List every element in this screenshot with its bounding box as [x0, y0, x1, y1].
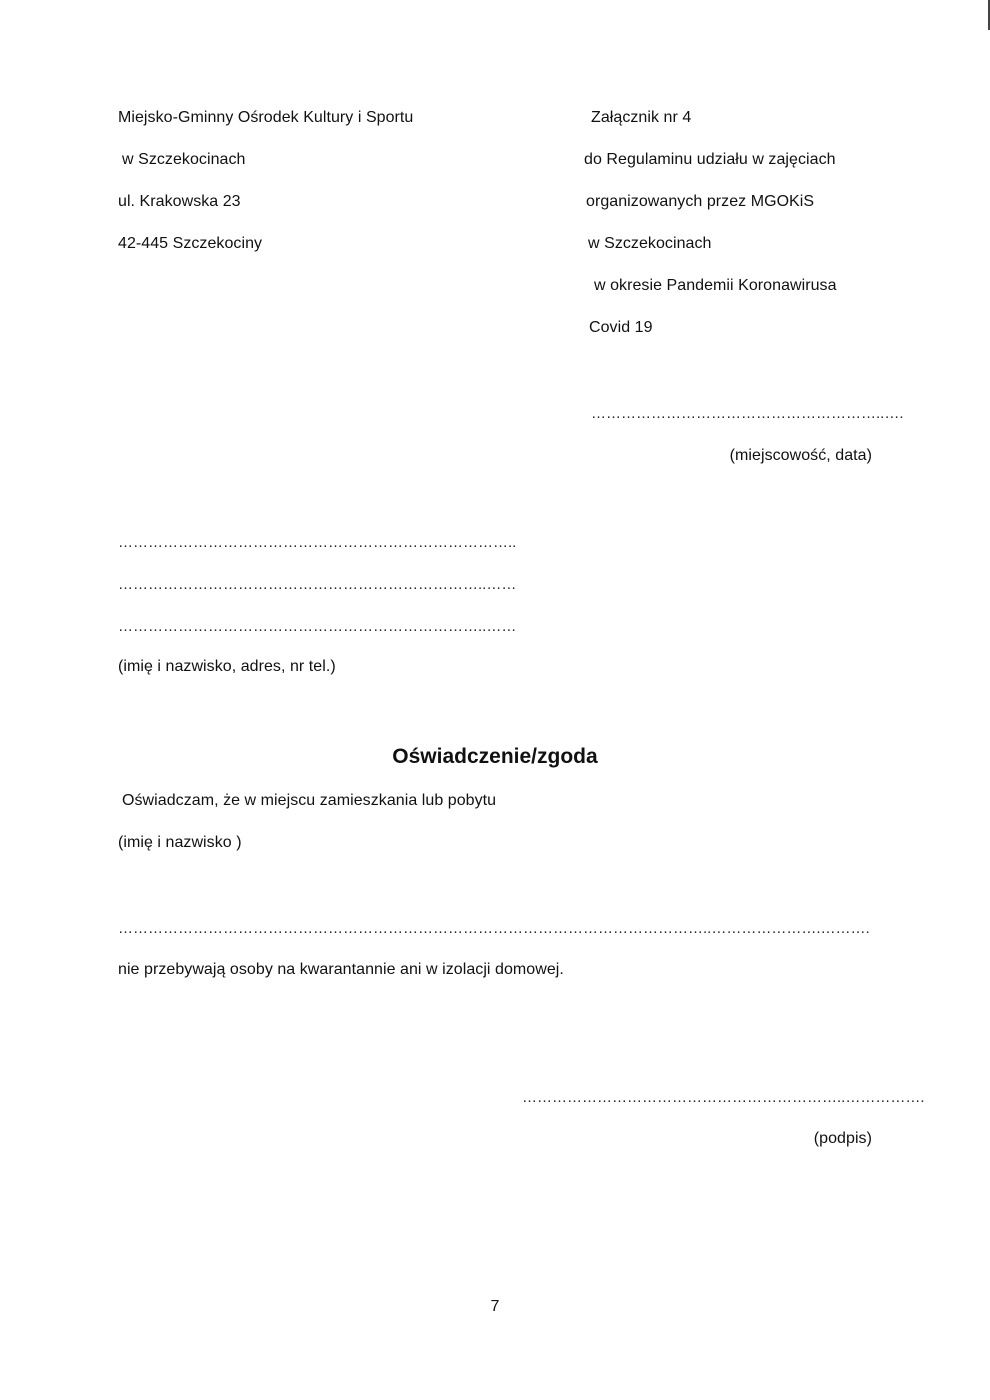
person-field-line2[interactable]: ………………………………………………………………..……	[118, 576, 517, 593]
declaration-text-line2: (imię i nazwisko )	[118, 834, 242, 851]
attachment-desc-line3: w Szczekocinach	[588, 235, 712, 252]
declaration-text-line3: nie przebywają osoby na kwarantannie ani w izolacji domowej.	[118, 961, 564, 978]
attachment-number: Załącznik nr 4	[591, 109, 692, 126]
signature-field[interactable]: ………………………………………………………..…………….	[522, 1089, 925, 1106]
person-field-line1[interactable]: ……………………………………………………………………..	[118, 534, 517, 551]
place-date-label: (miejscowość, data)	[729, 447, 872, 464]
page-number: 7	[490, 1298, 500, 1315]
institution-name: Miejsko-Gminny Ośrodek Kultury i Sportu	[118, 109, 414, 126]
attachment-desc-line2: organizowanych przez MGOKiS	[586, 193, 815, 210]
declaration-text-line1: Oświadczam, że w miejscu zamieszkania lub pobytu	[122, 792, 497, 809]
institution-street: ul. Krakowska 23	[118, 193, 241, 210]
person-field-line3[interactable]: ………………………………………………………………..……	[118, 618, 517, 635]
institution-city-line: w Szczekocinach	[122, 151, 246, 168]
declaration-name-field[interactable]: ………………………………………………………………………………………………………..………………….……….	[118, 920, 870, 937]
attachment-desc-line5: Covid 19	[589, 319, 653, 336]
attachment-desc-line1: do Regulaminu udziału w zajęciach	[584, 151, 836, 168]
declaration-title: Oświadczenie/zgoda	[392, 745, 598, 768]
institution-postal: 42-445 Szczekociny	[118, 235, 263, 252]
person-field-label: (imię i nazwisko, adres, nr tel.)	[118, 658, 336, 675]
attachment-desc-line4: w okresie Pandemii Koronawirusa	[594, 277, 837, 294]
signature-label: (podpis)	[813, 1130, 872, 1147]
place-date-field[interactable]: …………………………………………………..….	[591, 405, 904, 422]
